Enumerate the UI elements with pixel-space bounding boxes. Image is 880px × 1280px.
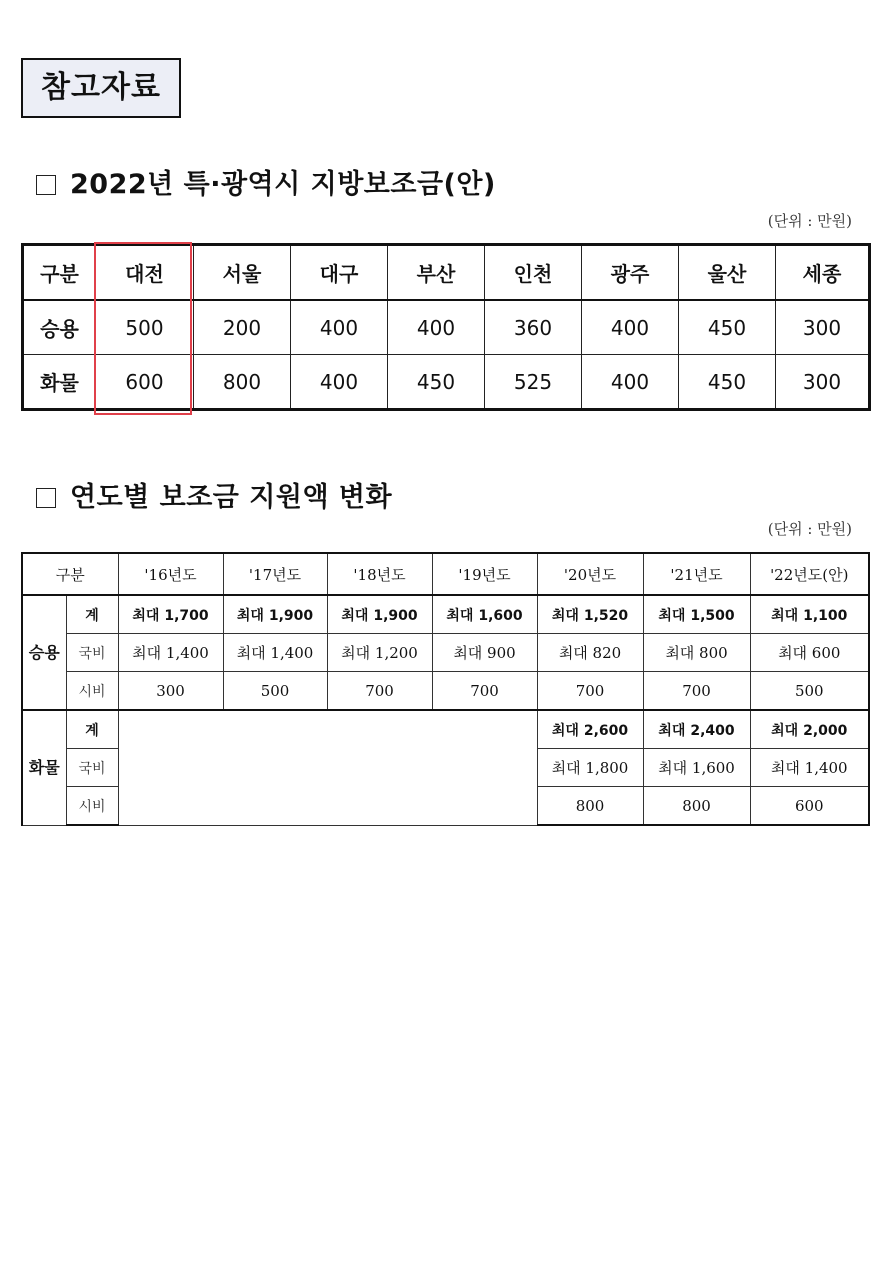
table-cell: 600 — [96, 355, 194, 410]
section2-heading — [36, 475, 392, 514]
section1-heading — [36, 162, 496, 201]
table-cell: 450 — [388, 355, 485, 410]
table-cell: 300 — [776, 300, 870, 355]
header-cell: 구분 — [23, 245, 96, 301]
table-cell: 최대 1,700 — [118, 595, 223, 634]
header-cell: 울산 — [679, 245, 776, 301]
table-cell: 최대 1,600 — [432, 595, 537, 634]
table-cell: 최대 1,400 — [118, 634, 223, 672]
table-cell: 400 — [291, 355, 388, 410]
header-cell: '21년도 — [643, 553, 750, 595]
header-cell: '22년도(안) — [750, 553, 869, 595]
row-label: 승용 — [23, 300, 96, 355]
header-cell: '19년도 — [432, 553, 537, 595]
table-cell: 400 — [582, 300, 679, 355]
table-row — [23, 355, 870, 410]
checkbox-square-icon — [36, 175, 56, 195]
header-cell: '18년도 — [327, 553, 432, 595]
table-cell: 400 — [291, 300, 388, 355]
group-label-cargo: 화물 — [22, 710, 66, 825]
table-cell: 450 — [679, 355, 776, 410]
table-cell: 700 — [537, 672, 643, 711]
reference-label: 참고자료 — [21, 58, 181, 118]
table-cell: 최대 1,400 — [223, 634, 327, 672]
table-cell: 최대 1,900 — [327, 595, 432, 634]
header-cell: 구분 — [22, 553, 118, 595]
header-cell: '16년도 — [118, 553, 223, 595]
table-cell: 최대 600 — [750, 634, 869, 672]
header-cell: 광주 — [582, 245, 679, 301]
table-cell: 500 — [96, 300, 194, 355]
header-cell: '17년도 — [223, 553, 327, 595]
header-cell: 서울 — [194, 245, 291, 301]
header-cell: 대전 — [96, 245, 194, 301]
table-row — [23, 300, 870, 355]
table-cell: 450 — [679, 300, 776, 355]
row-label: 계 — [66, 710, 118, 749]
table-cell: 200 — [194, 300, 291, 355]
table-cell: 300 — [118, 672, 223, 711]
group-label-passenger: 승용 — [22, 595, 66, 710]
table-row — [22, 595, 869, 634]
table-cell: 최대 800 — [643, 634, 750, 672]
row-label: 시비 — [66, 672, 118, 711]
table-cell: 최대 1,800 — [537, 749, 643, 787]
table-cell: 최대 1,520 — [537, 595, 643, 634]
checkbox-square-icon — [36, 488, 56, 508]
table-cell: 최대 1,600 — [643, 749, 750, 787]
header-cell: '20년도 — [537, 553, 643, 595]
table-cell: 525 — [485, 355, 582, 410]
header-cell: 세종 — [776, 245, 870, 301]
table-cell: 400 — [582, 355, 679, 410]
table-cell: 최대 2,600 — [537, 710, 643, 749]
table-header-row — [22, 553, 869, 595]
header-cell: 부산 — [388, 245, 485, 301]
table-cell: 800 — [643, 787, 750, 826]
row-label: 시비 — [66, 787, 118, 826]
table-cell: 360 — [485, 300, 582, 355]
table-cell: 700 — [327, 672, 432, 711]
table-cell: 700 — [432, 672, 537, 711]
row-label: 화물 — [23, 355, 96, 410]
table-cell: 최대 1,400 — [750, 749, 869, 787]
table-cell: 최대 1,100 — [750, 595, 869, 634]
table-cell: 500 — [750, 672, 869, 711]
row-label: 국비 — [66, 634, 118, 672]
header-cell: 대구 — [291, 245, 388, 301]
table-cell: 800 — [537, 787, 643, 826]
table-cell: 300 — [776, 355, 870, 410]
row-label: 국비 — [66, 749, 118, 787]
table-cell: 최대 1,500 — [643, 595, 750, 634]
subsidy-by-year-table — [21, 552, 870, 826]
table-cell: 800 — [194, 355, 291, 410]
table-cell: 500 — [223, 672, 327, 711]
empty-cell — [118, 710, 537, 825]
subsidy-by-city-table — [21, 243, 871, 411]
table-cell: 최대 1,900 — [223, 595, 327, 634]
table-row — [22, 634, 869, 672]
table-cell: 최대 1,200 — [327, 634, 432, 672]
table-cell: 최대 2,400 — [643, 710, 750, 749]
table-cell: 400 — [388, 300, 485, 355]
table-cell: 최대 900 — [432, 634, 537, 672]
table-cell: 700 — [643, 672, 750, 711]
table-cell: 최대 2,000 — [750, 710, 869, 749]
section1-heading-text: 2022년 특·광역시 지방보조금(안) — [70, 169, 496, 200]
section1-unit: (단위 : 만원) — [767, 212, 852, 230]
table-header-row — [23, 245, 870, 301]
table-cell: 최대 820 — [537, 634, 643, 672]
table-row — [22, 672, 869, 711]
table-cell: 600 — [750, 787, 869, 826]
table-row — [22, 710, 869, 749]
section2-unit: (단위 : 만원) — [767, 520, 852, 538]
section2-heading-text: 연도별 보조금 지원액 변화 — [70, 482, 393, 513]
header-cell: 인천 — [485, 245, 582, 301]
row-label: 계 — [66, 595, 118, 634]
